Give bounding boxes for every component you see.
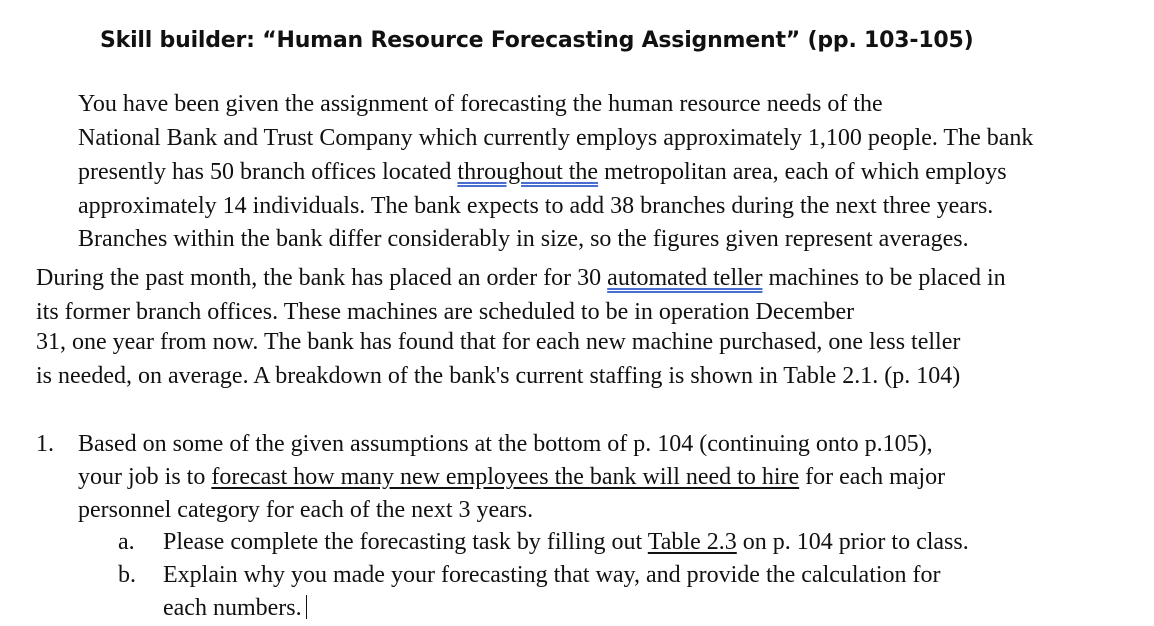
grammar-suggestion[interactable]: automated teller	[607, 265, 763, 291]
paragraph-line: 31, one year from now. The bank has found that for each new machine purchased, one less teller	[36, 329, 961, 355]
paragraph-line	[78, 158, 1007, 186]
list-number: 1.	[36, 431, 54, 457]
grammar-suggestion[interactable]: throughout the	[457, 159, 599, 185]
text-run: metropolitan area, each of which employs	[598, 159, 1007, 185]
text-run: for each major	[799, 464, 946, 490]
text-run: During the past month, the bank has placed an order for 30	[36, 265, 608, 291]
sublist-item-line: Explain why you made your forecasting that way, and provide the calculation for	[163, 562, 941, 588]
list-item-line: Based on some of the given assumptions at the bottom of p. 104 (continuing onto p.105),	[78, 431, 933, 457]
text-run: presently has 50 branch offices located	[78, 159, 458, 185]
sublist-item-line[interactable]	[163, 594, 307, 622]
text-run: on p. 104 prior to class.	[736, 529, 969, 555]
paragraph-line: its former branch offices. These machines are scheduled to be in operation December	[36, 299, 855, 325]
text-run: machines to be placed in	[762, 265, 1006, 291]
sublist-item-line	[163, 528, 969, 556]
text-run: Please complete the forecasting task by filling out	[163, 529, 648, 555]
paragraph-line: approximately 14 individuals. The bank expects to add 38 branches during the next three years.	[78, 193, 994, 219]
sublist-marker: b.	[118, 562, 136, 588]
document-title: Skill builder: “Human Resource Forecasting Assignment” (pp. 103-105)	[100, 28, 974, 53]
list-item-line	[78, 463, 945, 491]
list-item-line: personnel category for each of the next 3 years.	[78, 497, 534, 523]
text-run: your job is to	[78, 464, 212, 490]
text-run: each numbers.	[163, 595, 302, 621]
paragraph-line: National Bank and Trust Company which currently employs approximately 1,100 people. The bank	[78, 125, 1034, 151]
paragraph-line: You have been given the assignment of forecasting the human resource needs of the	[78, 91, 883, 117]
paragraph-line: Branches within the bank differ considerably in size, so the figures given represent averages.	[78, 226, 969, 252]
sublist-marker: a.	[118, 529, 135, 555]
paragraph-line	[36, 264, 1006, 292]
text-cursor	[306, 595, 307, 619]
paragraph-line: is needed, on average. A breakdown of the bank's current staffing is shown in Table 2.1. (p. 104)	[36, 363, 961, 389]
underlined-text: forecast how many new employees the bank will need to hire	[211, 464, 800, 490]
underlined-text: Table 2.3	[647, 529, 737, 555]
